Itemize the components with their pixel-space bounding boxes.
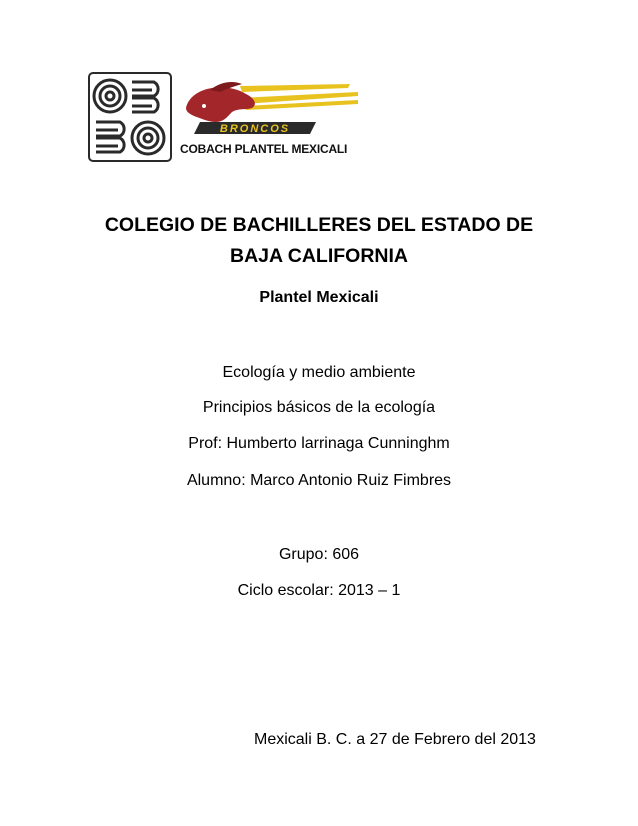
teacher-line: Prof: Humberto larrinaga Cunninghm [188,435,450,452]
logo-caption: COBACH PLANTEL MEXICALI [180,142,348,156]
broncos-wordmark: BRONCOS [219,123,291,135]
date-line: Mexicali B. C. a 27 de Febrero del 2013 [254,731,536,748]
subject-line: Ecología y medio ambiente [222,364,416,381]
group-line: Grupo: 606 [278,546,360,563]
document-title: COLEGIO DE BACHILLERES DEL ESTADO DE BAJA CALIFORNIA [104,214,534,267]
header-logos [88,72,358,164]
cycle-line: Ciclo escolar: 2013 – 1 [237,582,401,599]
cbc-seal-logo-icon [88,72,172,162]
broncos-horse-logo-icon [180,78,358,138]
topic-line: Principios básicos de la ecología [202,399,436,416]
document-subtitle: Plantel Mexicali [259,289,379,306]
student-line: Alumno: Marco Antonio Ruiz Fimbres [186,472,452,489]
